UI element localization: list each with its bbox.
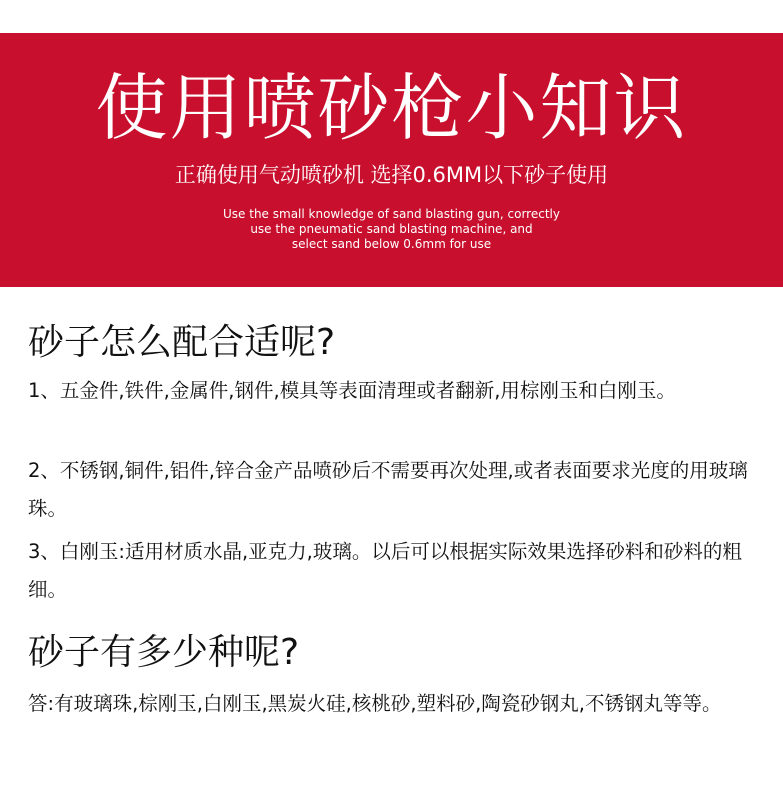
banner-title: 使用喷砂枪小知识 bbox=[95, 66, 688, 150]
header-banner bbox=[0, 33, 783, 287]
banner-english-line: select sand below 0.6mm for use bbox=[291, 237, 492, 251]
banner-english-line: Use the small knowledge of sand blasting gun, correctly bbox=[223, 207, 560, 221]
answer-text: 答:有玻璃珠,棕刚玉,白刚玉,黑炭火硅,核桃砂,塑料砂,陶瓷砂钢丸,不锈钢丸等等。 bbox=[28, 692, 722, 715]
section-heading-sand-types: 砂子有多少种呢? bbox=[28, 632, 300, 673]
section-heading-sand-matching: 砂子怎么配合适呢? bbox=[28, 322, 336, 363]
list-item: 1、五金件,铁件,金属件,钢件,模具等表面清理或者翻新,用棕刚玉和白刚玉。 bbox=[28, 379, 676, 402]
banner-english-text bbox=[0, 207, 783, 252]
banner-subtitle: 正确使用气动喷砂机 选择0.6MM以下砂子使用 bbox=[174, 163, 609, 187]
banner-english-line: use the pneumatic sand blasting machine, and bbox=[250, 222, 533, 236]
list-item: 2、不锈钢,铜件,铝件,锌合金产品喷砂后不需要再次处理,或者表面要求光度的用玻璃珠。 bbox=[28, 459, 748, 520]
list-item: 3、白刚玉:适用材质水晶,亚克力,玻璃。以后可以根据实际效果选择砂料和砂料的粗细。 bbox=[28, 540, 742, 601]
